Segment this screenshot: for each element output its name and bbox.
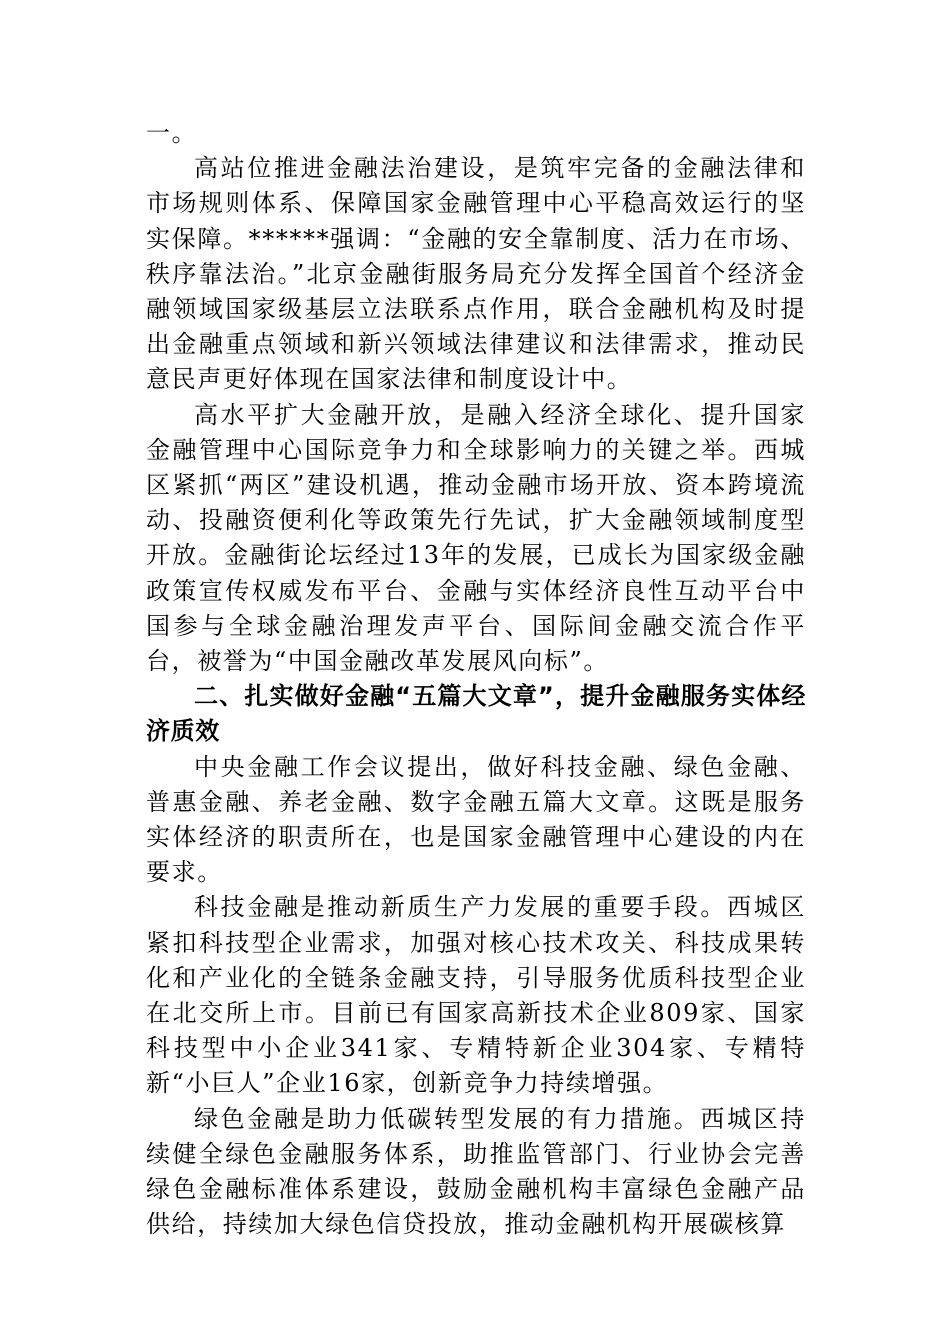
paragraph-continuation: 一。 [146, 119, 198, 147]
paragraph-five-articles: 中央金融工作会议提出，做好科技金融、绿色金融、普惠金融、养老金融、数字金融五篇大文章。这既是服务实体经济的职责所在，也是国家金融管理中心建设的内在要求。 [146, 752, 806, 887]
section-heading-two: 二、扎实做好金融“五篇大文章”，提升金融服务实体经济质效 [146, 682, 806, 746]
paragraph-tech-finance: 科技金融是推动新质生产力发展的重要手段。西城区紧扣科技型企业需求，加强对核心技术攻关、科技成果转化和产业化的全链条金融支持，引导服务优质科技型企业在北交所上市。目前已有国家高新技术企业809家、国家科技型中小企业341家、专精特新企业304家、专精特新“小巨人”企业16家，创新竞争力持续增强。 [146, 893, 806, 1098]
paragraph-legal-construction: 高站位推进金融法治建设，是筑牢完备的金融法律和市场规则体系、保障国家金融管理中心平稳高效运行的坚实保障。******强调：“金融的安全靠制度、活力在市场、秩序靠法治。”北京金融街服务局充分发挥全国首个经济金融领域国家级基层立法联系点作用，联合金融机构及时提出金融重点领域和新兴领域法律建议和法律需求，推动民意民声更好体现在国家法律和制度设计中。 [146, 154, 806, 394]
paragraph-financial-opening: 高水平扩大金融开放，是融入经济全球化、提升国家金融管理中心国际竞争力和全球影响力的关键之举。西城区紧抓“两区”建设机遇，推动金融市场开放、资本跨境流动、投融资便利化等政策先行先试，扩大金融领域制度型开放。金融街论坛经过13年的发展，已成长为国家级金融政策宣传权威发布平台、金融与实体经济良性互动平台中国参与全球金融治理发声平台、国际间金融交流合作平台，被誉为“中国金融改革发展风向标”。 [146, 400, 806, 676]
document-page [146, 116, 806, 1243]
paragraph-green-finance: 绿色金融是助力低碳转型发展的有力措施。西城区持续健全绿色金融服务体系，助推监管部门、行业协会完善绿色金融标准体系建设，鼓励金融机构丰富绿色金融产品供给，持续加大绿色信贷投放，推动金融机构开展碳核算 [146, 1104, 806, 1239]
